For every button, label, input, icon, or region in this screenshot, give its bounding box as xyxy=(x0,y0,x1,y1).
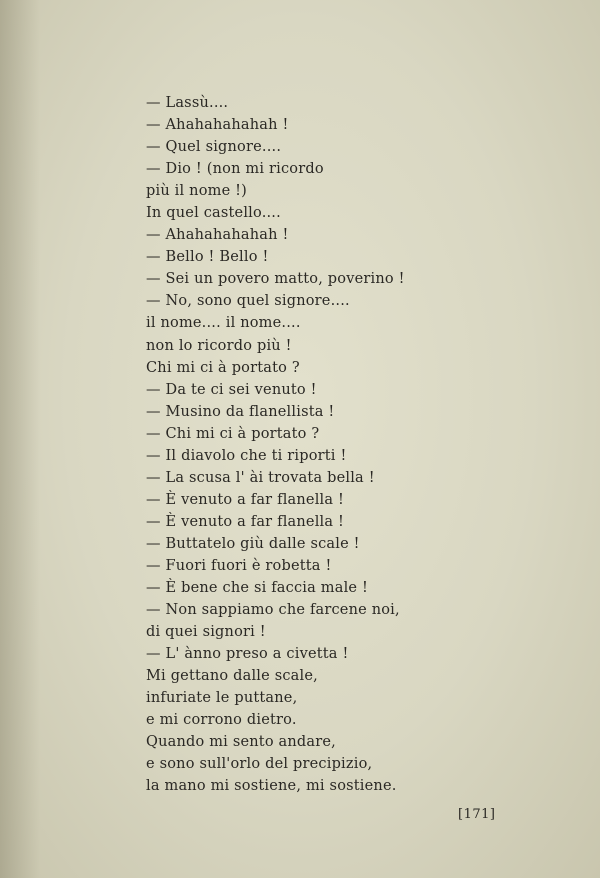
poem-line: — Fuori fuori è robetta ! xyxy=(146,557,332,574)
poem-line: — È venuto a far flanella ! xyxy=(146,513,345,530)
poem-line: e sono sull'orlo del precipizio, xyxy=(146,756,373,773)
poem-line: Chi mi ci à portato ? xyxy=(146,359,300,376)
poem-line: — Sei un povero matto, poverino ! xyxy=(146,271,405,288)
poem-line: Quando mi sento andare, xyxy=(146,734,336,751)
page-number: [171] xyxy=(458,807,496,822)
poem-line: — È venuto a far flanella ! xyxy=(146,491,345,508)
poem-line: — Lassù.... xyxy=(146,95,229,111)
poem-line: In quel castello.... xyxy=(146,205,281,222)
poem-line: — Chi mi ci à portato ? xyxy=(146,425,320,442)
poem-line: di quei signori ! xyxy=(146,624,266,641)
poem-line: — Musino da flanellista ! xyxy=(146,403,335,420)
poem-text xyxy=(146,92,566,798)
poem-line: — Il diavolo che ti riporti ! xyxy=(146,447,347,464)
poem-line: Mi gettano dalle scale, xyxy=(146,668,318,685)
poem-line: — È bene che si faccia male ! xyxy=(146,580,369,597)
poem-line: — Ahahahahahah ! xyxy=(146,117,289,134)
poem-line: — No, sono quel signore.... xyxy=(146,293,350,310)
poem-line: — Quel signore.... xyxy=(146,139,282,156)
poem-line: — Bello ! Bello ! xyxy=(146,249,269,266)
poem-line: — L' ànno preso a civetta ! xyxy=(146,646,349,663)
poem-line: la mano mi sostiene, mi sostiene. xyxy=(146,778,397,795)
poem-line: più il nome !) xyxy=(146,183,248,200)
poem-line: e mi corrono dietro. xyxy=(146,712,297,729)
poem-line: il nome.... il nome.... xyxy=(146,315,301,332)
spine-shadow xyxy=(0,0,40,878)
poem-line: infuriate le puttane, xyxy=(146,690,298,707)
poem-line: — Buttatelo giù dalle scale ! xyxy=(146,535,360,552)
poem-line: — Non sappiamo che farcene noi, xyxy=(146,602,400,619)
poem-line: — Ahahahahahah ! xyxy=(146,227,289,244)
poem-line: — Dio ! (non mi ricordo xyxy=(146,161,324,178)
poem-line: non lo ricordo più ! xyxy=(146,337,292,354)
poem-line: — La scusa l' ài trovata bella ! xyxy=(146,469,375,486)
poem-line: — Da te ci sei venuto ! xyxy=(146,381,317,398)
